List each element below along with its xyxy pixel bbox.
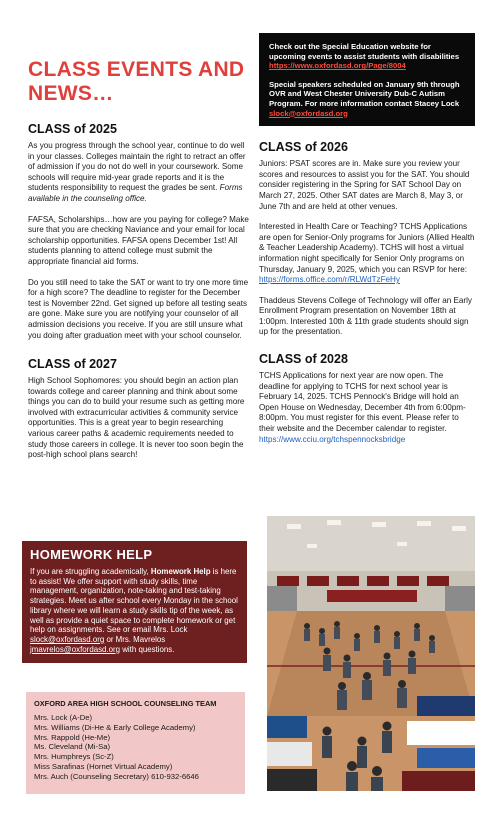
counseling-team-heading: OXFORD AREA HIGH SCHOOL COUNSELING TEAM: [34, 699, 217, 708]
team-member: Ms. Cleveland (Mi-Sa): [34, 742, 111, 752]
team-member: Mrs. Humphreys (Sc-Z): [34, 752, 114, 762]
left-column: [28, 50, 250, 471]
class-2028-section: [259, 352, 475, 445]
homework-help-heading: HOMEWORK HELP: [30, 547, 153, 562]
team-member: Mrs. Lock (A-De): [34, 713, 93, 722]
page-title: CLASS EVENTS AND NEWS…: [28, 58, 245, 105]
tchs-rsvp-link[interactable]: https://forms.office.com/r/RLWdTzFeHy: [259, 275, 400, 285]
college-fair-photo: [267, 516, 475, 791]
special-education-notice: [259, 33, 475, 126]
mavrelos-email-link[interactable]: jmavrelos@oxfordasd.org: [30, 644, 121, 654]
lock-email-link[interactable]: slock@oxfordasd.org: [30, 634, 105, 644]
class-2026-paragraph-1: Juniors: PSAT scores are in. Make sure you review your scores and resources to assist you for the SAT. You should consider registering in the Spring for SAT School Day on March 27, 2025. Other SAT dates are March 8, May 3, or June 7th and are held at other venues.: [259, 159, 470, 211]
homework-help-text: If you are struggling academically, Homework Help is here to assist! We offer support with study skills, time management, organization, note-taking and test-taking strategies. Meet us after school every Monday in the school library where we will learn a study skills tip of the week, as well as provide a quiet space to complete homework or get help on assignments. See or email Mrs. Lock slock@oxfordasd.org or Mrs. Mavrelos jmavrelos@oxfordasd.org with questions.: [30, 567, 238, 654]
team-member: Mrs. Rappold (He-Me): [34, 732, 111, 742]
class-2027-heading: CLASS of 2027: [28, 357, 117, 372]
class-2025-section: [28, 122, 250, 341]
class-2028-paragraph-1: TCHS Applications for next year are now open. The deadline for applying to TCHS for next school year is February 14, 2025. TCHS Pennock's Bridge will hold an Open House on Wednesday, December 4th from 6:00pm-8:00pm. You must register for this event. Please refer to their website and the December calendar to register. https://www.cciu.org/tchspennocksbridge: [259, 371, 466, 444]
notice-paragraph-2: Special speakers scheduled on January 9th through OVR and West Chester University Dub-C Autism Program. For more information contact Stacey Lock slock@oxfordasd.org: [269, 79, 460, 118]
special-ed-website-link[interactable]: https://www.oxfordasd.org/Page/8004: [269, 61, 406, 71]
homework-help-box: [22, 541, 247, 663]
class-2026-section: [259, 140, 475, 338]
class-2025-paragraph-3: Do you still need to take the SAT or want to try one more time for a high score? The deadline to register for the December test is November 22nd. Get signed up before all testing seats are gone. Make sure you are notifying your counselor of all admission decisions you receive. If you are still unsure what you doing after graduation meet with your school counselor.: [28, 277, 249, 340]
class-2025-paragraph-2: FAFSA, Scholarships…how are you paying for college? Make sure that you are checking Naviance and your email for local scholarship opportunities. FAFSA opens December 1st! All students planning to attend college must submit the appropriate financial aid forms.: [28, 214, 249, 266]
class-2026-paragraph-3: Thaddeus Stevens College of Technology will offer an Early Enrollment Program presentation on November 18th at 1:00pm. Interested 10th & 11th grade students should sign up for the presentation.: [259, 295, 472, 337]
class-2026-paragraph-2: Interested in Health Care or Teaching? TCHS Applications are open for Senior-Only programs for Juniors (Allied Health & Teacher Leadership Academy). TCHS will host a virtual information night specifically for Senior Only programs on Thursday, January 9, 2025, which you can RSVP for here: https://forms.office.com/r/RLWdTzFeHy: [259, 222, 475, 285]
class-2027-section: [28, 357, 250, 461]
stacey-lock-email-link[interactable]: slock@oxfordasd.org: [269, 108, 348, 118]
team-member: Miss Sarafinas (Hornet Virtual Academy): [34, 761, 173, 771]
class-2027-paragraph-1: High School Sophomores: you should begin an action plan towards college and career planning and think about some things you can do to build your resume such as getting more involved with extracurricular activities & community service opportunities. This is a great year to begin researching various career paths & academic requirements needed to study those careers in college. It is never too soon begin the post-high school plans search!: [28, 376, 245, 460]
class-2026-heading: CLASS of 2026: [259, 140, 348, 155]
class-2025-heading: CLASS of 2025: [28, 122, 117, 136]
right-column: [259, 33, 475, 455]
team-member: Mrs. Auch (Counseling Secretary) 610-932-6646: [34, 771, 199, 781]
class-2028-heading: CLASS of 2028: [259, 352, 348, 367]
counseling-team-box: [26, 692, 245, 794]
counseling-team-list: [34, 713, 237, 782]
team-member: Mrs. Williams (Di-He & Early College Academy): [34, 722, 196, 732]
tchs-pennocks-bridge-link[interactable]: https://www.cciu.org/tchspennocksbridge: [259, 434, 406, 444]
notice-paragraph-1: Check out the Special Education website for upcoming events to assist students with disabilities https://www.oxfordasd.org/Page/8004: [269, 42, 460, 71]
class-2025-paragraph-1: As you progress through the school year, continue to do well in your classes. Colleges maintain the right to retract an offer of admission if you do not do well in your coursework. Some schools will require mid-year grade reports and it is the students responsibility to request the grades be sent. Forms available in the counseling office.: [28, 141, 246, 203]
